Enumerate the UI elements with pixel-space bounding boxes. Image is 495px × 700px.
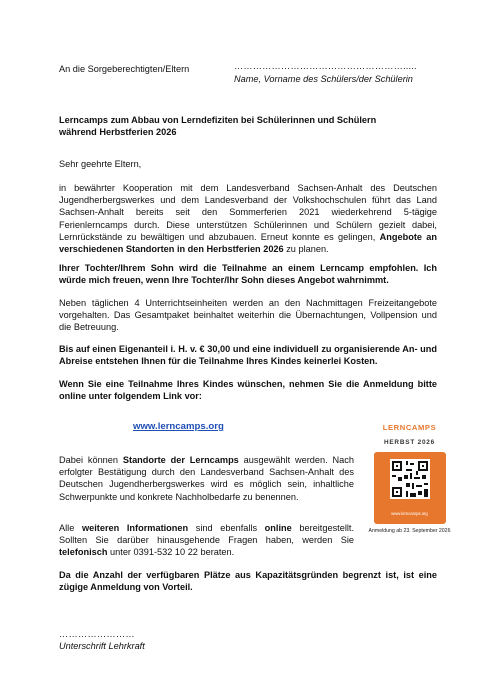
info-bold-2: online xyxy=(264,523,292,533)
poster-title: LERNCAMPS xyxy=(382,423,437,432)
intro-bold: Angebote an verschiedenen Standorten in den Herbstferien 2026 xyxy=(59,231,438,255)
costs-paragraph: Bis auf einen Eigenanteil i. H. v. € 30,00 und eine individuell zu organisierende An- und Abreise entstehen Ihnen für die Teilnahme Ihres Kindes keinerlei Kosten. xyxy=(59,344,437,367)
lerncamps-link[interactable]: www.lerncamps.org xyxy=(133,421,224,432)
locations-paragraph xyxy=(59,454,354,503)
qr-card xyxy=(374,452,446,524)
closing-paragraph: Da die Anzahl der verfügbaren Plätze aus Kapazitätsgründen begrenzt ist, ist eine zügige Anmeldung von Vorteil. xyxy=(59,570,437,593)
qr-code-graphic xyxy=(390,459,430,499)
info-post: unter 0391-532 10 22 beraten. xyxy=(107,547,235,558)
info-bold-3: telefonisch xyxy=(59,547,108,558)
info-mid-2: bereitgestellt. Sollten Sie darüber hinausgehende Fragen haben, werden Sie xyxy=(59,523,355,546)
intro-text: in bewährter Kooperation mit dem Landesverband Sachsen-Anhalt des Deutschen Jugendherbergswerkes und dem Landesverband der Volkshochschulen führt das Land Sachsen-Anhalt bereits seit den Sommerferien 2021 wiederkehrend 5-tägige Ferienlerncamps durch. Diese unterstützen Schülerinnen und Schülern gezielt dabei, Lernrückstände zu bewältigen und abzubauen. Erneut konnte es gelingen, xyxy=(59,183,437,242)
info-mid: sind ebenfalls xyxy=(188,523,265,533)
intro-tail: zu planen. xyxy=(283,244,329,255)
signature-dots: …………………… xyxy=(59,629,135,639)
poster-url: www.lerncamps.org xyxy=(391,511,428,516)
info-paragraph xyxy=(59,522,354,559)
poster-deadline: Anmeldung ab 23. September 2026 xyxy=(368,528,451,534)
lerncamps-poster xyxy=(362,423,457,535)
recommendation-paragraph: Ihrer Tochter/Ihrem Sohn wird die Teilnahme an einem Lerncamp empfohlen. Ich würde mich freuen, wenn Ihre Tochter/Ihr Sohn dieses Angebot wahrnimmt. xyxy=(59,263,437,286)
locations-post: ausgewählt werden. Nach erfolgter Bestätigung durch den Landesverband Sachsen-Anhalt des Deutschen Jugendherbergswerkes wird es möglich sein, inhaltliche Schwerpunkte und konkrete Nachholbedarfe zu benennen. xyxy=(59,455,354,502)
registration-paragraph: Wenn Sie eine Teilnahme Ihres Kindes wünschen, nehmen Sie die Anmeldung bitte online unter folgendem Link vor: xyxy=(59,379,437,402)
subject-line-1: Lerncamps zum Abbau von Lerndefiziten bei Schülerinnen und Schülern xyxy=(59,115,377,125)
subject-line xyxy=(59,114,437,138)
locations-bold: Standorte der Lerncamps xyxy=(122,455,239,465)
recipient-line: An die Sorgeberechtigten/Eltern xyxy=(59,64,190,74)
subject-line-2: während Herbstferien 2026 xyxy=(59,127,177,138)
qr-code-icon[interactable] xyxy=(390,459,430,499)
info-bold-1: weiteren Informationen xyxy=(81,523,189,533)
student-name-dotted-line: ………………………………………………..... xyxy=(234,61,417,71)
intro-paragraph xyxy=(59,182,437,255)
program-paragraph: Neben täglichen 4 Unterrichtseinheiten werden an den Nachmittagen Freizeitangebote vorgehalten. Das Gesamtpaket beinhaltet weiterhin die Übernachtungen, Vollpension und die Betreuung. xyxy=(59,298,437,333)
signature-caption: Unterschrift Lehrkraft xyxy=(59,641,145,651)
salutation: Sehr geehrte Eltern, xyxy=(59,159,142,169)
student-name-caption: Name, Vorname des Schülers/der Schülerin xyxy=(234,74,413,84)
poster-subtitle: HERBST 2026 xyxy=(383,439,436,446)
info-pre: Alle xyxy=(59,523,82,533)
locations-pre: Dabei können xyxy=(59,455,123,465)
